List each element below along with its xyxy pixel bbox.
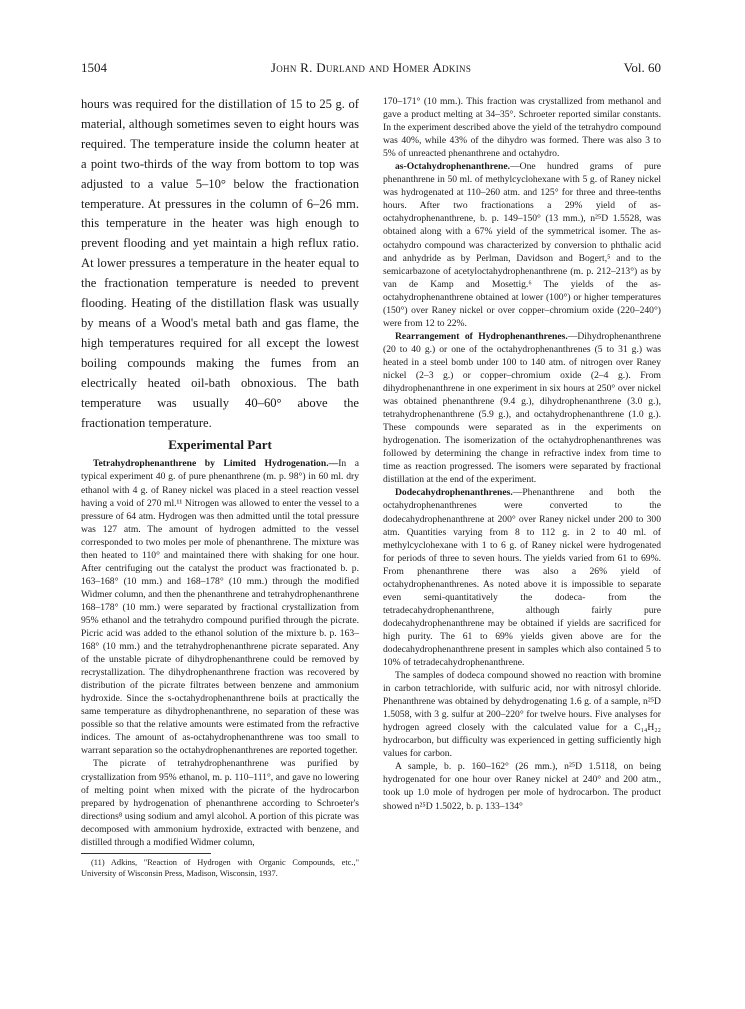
footnote-11: (11) Adkins, "Reaction of Hydrogen with Organic Compounds, etc.," University of Wisconsin Press, Madison, Wisconsin, 1937. xyxy=(81,857,359,878)
paragraph-picrate: The picrate of tetrahydrophenanthrene was purified by crystallization from 95% ethanol, m. p. 110–111°, and gave no lowering of melting point when mixed with the picrate of the hydrocarbon prepared by hydrogenation of phenanthrene according to Schroeter's directions⁸ using sodium and amyl alcohol. A portion of this picrate was decomposed with ammonium hydroxide, extracted with benzene, and distilled through a modified Widmer column, xyxy=(81,758,359,848)
paragraph-dodecahydro xyxy=(383,486,661,669)
paragraph-sample-hydrogenation: A sample, b. p. 160–162° (26 mm.), n²⁵D 1.5118, on being hydrogenated for one hour over Raney nickel at 240° and 200 atm., took up 1.0 mole of hydrogen per mole of hydrocarbon. The product showed n²⁵D 1.5022, b. p. 133–134° xyxy=(383,761,661,812)
running-head-authors: John R. Durland and Homer Adkins xyxy=(270,60,472,75)
running-head xyxy=(81,60,661,82)
footnote-rule xyxy=(81,853,211,854)
paragraph-distillation: hours was required for the distillation of 15 to 25 g. of material, although sometimes seven to eight hours was required. The temperature inside the column heater at a point two-thirds of the way from bottom to top was adjusted to a value 5–10° below the fractionation temperature. At pressures in the column of 6–26 mm. this temperature in the heater was high enough to prevent flooding and yet maintain a high reflux ratio. At lower pressures a temperature in the heater equal to the fractionation temperature is needed to prevent flooding. Heating of the distillation flask was usually by means of a Wood's metal bath and gas flame, the high temperatures required for all except the lowest boiling compounds making the fumes from an electrically heated oil-bath obnoxious. The bath temperature was usually 40–60° above the fractionation temperature. xyxy=(81,97,359,430)
paragraph-body-rearrangement: —Dihydrophenanthrene (20 to 40 g.) or one of the octahydrophenanthrenes (5 to 31 g.) was heated in a steel bomb under 100 to 140 atm. of nitrogen over Raney nickel (2–3 g.) or copper–chromium oxide (2–4 g.). From dihydrophenanthrene in one experiment in six hours at 250° over nickel was obtained phenanthrene (9.4 g.), dihydrophenanthrene (3.0 g.), tetrahydrophenanthrene (5.9 g.), and octahydrophenanthrene (1.0 g.). These compounds were separated as in the experiments on hydrogenation. The isomerization of the octahydrophenanthrenes was followed by determining the change in refractive index from time to time as reaction progressed. The isomers were separated by fractional distillation at the end of the experiment. xyxy=(383,330,661,486)
paragraph-continuation: 170–171° (10 mm.). This fraction was crystallized from methanol and gave a product melting at 34–35°. Schroeter reported similar constants. In the experiment described above the yield of the tetrahydro compound was 40%, while 43% of the dihydro was formed. There was also 3 to 5% of unreacted phenanthrene and octahydro. xyxy=(383,96,661,160)
section-heading-experimental: Experimental Part xyxy=(168,437,272,453)
paragraph-body-tetrahydro: In a typical experiment 40 g. of pure phenanthrene (m. p. 98°) in 60 ml. dry ethanol with 4 g. of Raney nickel was placed in a steel reaction vessel having a void of 270 ml.¹¹ Nitrogen was allowed to enter the vessel to a pressure of 64 atm. Hydrogen was then admitted until the total pressure was 127 atm. The amount of hydrogen admitted to the vessel corresponded to two moles per mole of phenanthrene. The mixture was then heated to 110° and maintained there with shaking for one hour. After centrifuging out the catalyst the product was fractionated b. p. 163–168° (10 mm.) and 168–178° (10 mm.) through the modified Widmer column, and then the phenanthrene and tetrahydrophenanthrene 168–178° (10 mm.) were separated by fractional crystallization from 95% ethanol and the tetrahydro compound purified through the picrate. Picric acid was added to the ethanol solution of the mixture b. p. 163–168° (10 mm.) and the tetrahydrophenanthrene picrate separated. Any of the unstable picrate of dihydrophenanthrene could be removed by recrystallization. The dihydrophenanthrene fraction was recovered by distribution of the picrate filtrates between benzene and ammonium hydroxide. Since the s-octahydrophenanthrene boils at practically the same temperature as dihydrophenanthrene, no separation of these was possible so that the relative amounts were estimated from the refractive indices. The amount of as-octahydrophenanthrene was too small to warrant separation so the octahydrophenanthrenes are reported together. xyxy=(81,458,359,757)
paragraph-title-tetrahydro: Tetrahydrophenanthrene by Limited Hydrogenation.— xyxy=(93,458,339,470)
left-column xyxy=(81,95,359,879)
paragraph-body-as-octahydro: —One hundred grams of pure phenanthrene in 50 ml. of methylcyclohexane with 5 g. of Raney nickel was hydrogenated at 110–260 atm. and 125° for three and three-tenths hours. After two fractionations a 29% yield of as-octahydrophenanthrene, b. p. 149–150° (13 mm.), n²⁵D 1.5528, was obtained along with a 67% yield of the symmetrical isomer. The as-octahydro compound was characterized by conversion to phthalic acid and anhydride as by Perlman, Davidson and Bogert,⁵ and to the semicarbazone of acetyloctahydrophenanthrene (m. p. 212–213°) as by van de Kamp and Mosettig.⁶ The yields of the as-octahydrophenanthrene obtained at lower (100°) or higher temperatures (150°) over Raney nickel or over copper–chromium oxide (220–240°) were from 12 to 22%. xyxy=(383,161,661,329)
journal-volume: Vol. 60 xyxy=(623,60,661,75)
paragraph-rearrangement xyxy=(383,330,661,487)
paragraph-title-dodecahydro: Dodecahydrophenanthrenes. xyxy=(395,487,513,499)
page-number: 1504 xyxy=(81,60,107,75)
paragraph-title-as-octahydro: as-Octahydrophenanthrene. xyxy=(395,161,511,173)
paragraph-dodeca-samples: The samples of dodeca compound showed no reaction with bromine in carbon tetrachloride, with sulfuric acid, nor with nitrosyl chloride. Phenanthrene was obtained by dehydrogenating 1.6 g. of a sample, n²⁵D 1.5058, with 3 g. sulfur at 200–220° for twelve hours. Five analyses for hydrogen agreed closely with the calculated value for a C₁₄H₂₂ hydrocarbon, but difficulty was experienced in getting sufficiently high values for carbon. xyxy=(383,670,661,760)
paragraph-tetrahydro xyxy=(81,457,359,757)
right-column xyxy=(383,95,661,813)
paragraph-as-octahydro xyxy=(383,160,661,330)
paragraph-title-rearrangement: Rearrangement of Hydrophenanthrenes. xyxy=(395,330,568,342)
paragraph-body-dodecahydro: —Phenanthrene and both the octahydrophenanthrenes were converted to the dodecahydrophenanthrene at 200° over Raney nickel under 200 to 300 atm. Quantities varying from 8 to 112 g. in 2 to 40 ml. of methylcyclohexane with 1 to 6 g. of Raney nickel were hydrogenated for periods of three to seven hours. The yields varied from 61 to 69%. From phenanthrene there was also a 26% yield of octahydrophenanthrenes. As noted above it is impossible to separate even semi-quantitatively the dodeca- from the tetradecahydrophenanthrene, although fairly pure dodecahydrophenanthrene may be obtained if yields are sacrificed for high purity. The 61 to 69% yields given above are for the dodecahydrophenanthrene present in samples which also contained 5 to 10% of tetradecahydrophenanthrene. xyxy=(383,487,661,669)
